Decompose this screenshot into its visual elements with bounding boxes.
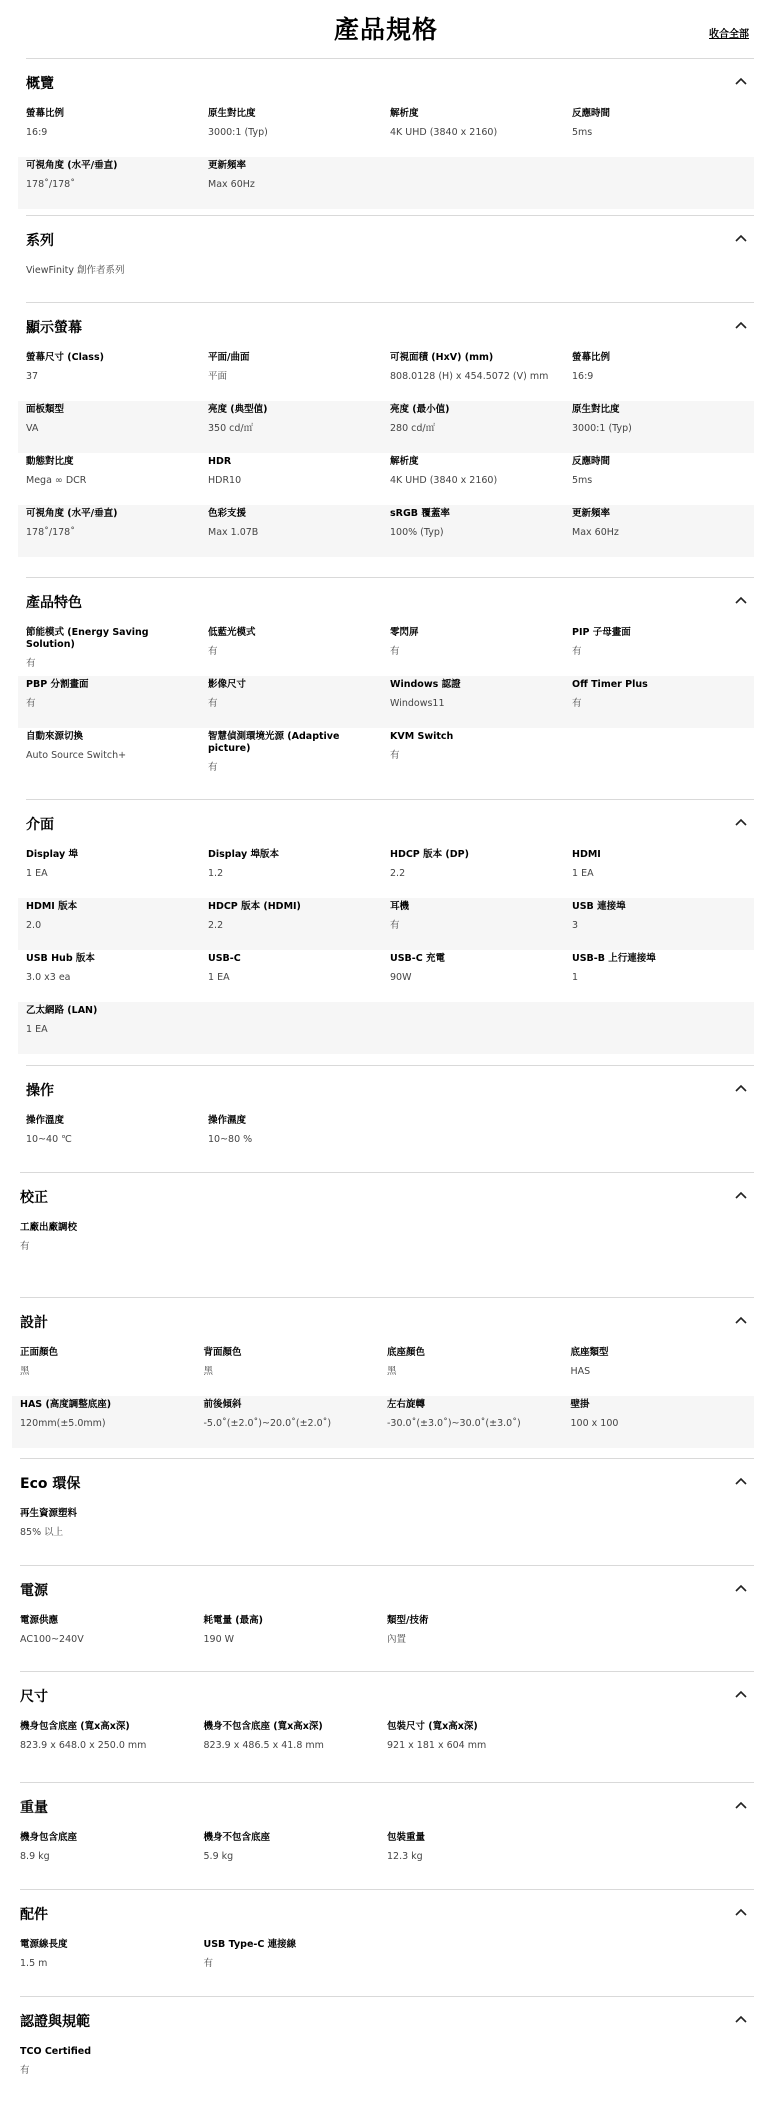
spec-row [12,2043,754,2095]
chevron-up-icon[interactable] [734,1907,748,1917]
spec-item [390,679,572,728]
spec-value: 10~40 ℃ [26,1134,72,1145]
spec-label: HDMI [572,849,601,860]
spec-label: Off Timer Plus [572,679,648,690]
spec-label: HDCP 版本 (DP) [390,849,469,860]
spec-label: 更新頻率 [572,508,611,519]
spec-row [12,1718,754,1770]
spec-value: 12.3 kg [387,1851,423,1862]
spec-row [18,676,754,728]
section-title: 配件 [20,1907,48,1923]
spec-item [208,404,390,453]
spec-label: 更新頻率 [208,160,247,171]
section-header[interactable] [20,1298,754,1344]
spec-row [18,105,754,157]
spec-label: 電源供應 [20,1615,59,1626]
spec-label: 螢幕比例 [26,108,65,119]
spec-row [18,453,754,505]
spec-label: 耗電量 (最高) [203,1615,263,1626]
spec-value: 100 x 100 [570,1418,619,1429]
section-header[interactable] [20,1890,754,1936]
spec-item [26,508,208,557]
spec-label: HAS (高度調整底座) [20,1399,112,1410]
spec-value: Mega ∞ DCR [26,475,87,486]
spec-value: 平面 [208,371,228,382]
section-overview [26,58,754,209]
section-header[interactable] [26,59,754,105]
section-header[interactable] [20,1566,754,1612]
section-title: 校正 [20,1190,48,1206]
section-header[interactable] [26,216,754,262]
spec-value: 280 cd/㎡ [390,423,436,434]
spec-value: 120mm(±5.0mm) [20,1418,106,1429]
spec-item [26,731,208,780]
spec-label: 低藍光模式 [208,627,256,638]
chevron-up-icon[interactable] [734,1315,748,1325]
spec-item [390,627,572,676]
spec-value: 5.9 kg [203,1851,234,1862]
spec-item [208,108,390,157]
spec-row [18,950,754,1002]
spec-label: 電源線長度 [20,1939,68,1950]
spec-value: 1 EA [572,868,594,879]
section-title: 產品特色 [26,595,82,611]
spec-item [204,1721,388,1770]
spec-value: 37 [26,371,39,382]
spec-label: 原生對比度 [208,108,256,119]
spec-value: 4K UHD (3840 x 2160) [390,475,498,486]
section-title: 操作 [26,1083,54,1099]
spec-row [18,349,754,401]
spec-value: ViewFinity 創作者系列 [26,265,125,276]
spec-item [20,2046,204,2095]
section-title: 顯示螢幕 [26,320,82,336]
section-features [26,577,754,780]
spec-item [387,1347,571,1396]
spec-value: 有 [20,1241,30,1252]
section-title: 尺寸 [20,1689,48,1705]
spec-value: 16:9 [26,127,48,138]
spec-label: 工廠出廠調校 [20,1222,78,1233]
spec-label: 可視角度 (水平/垂直) [26,508,118,519]
spec-item [390,352,572,401]
spec-label: KVM Switch [390,731,454,742]
section-header[interactable] [20,1459,754,1505]
spec-item [387,1615,571,1664]
spec-value: HAS [570,1366,591,1377]
spec-value: 3000:1 (Typ) [572,423,632,434]
section-header[interactable] [20,1997,754,2043]
spec-row [18,401,754,453]
spec-label: 動態對比度 [26,456,74,467]
spec-label: 操作濕度 [208,1115,247,1126]
spec-label: 反應時間 [572,456,611,467]
spec-label: 機身包含底座 (寬x高x深) [20,1721,130,1732]
spec-item [204,1939,388,1988]
spec-label: 乙太網路 (LAN) [26,1005,98,1016]
spec-row [18,846,754,898]
spec-value: Max 1.07B [208,527,259,538]
spec-label: USB-B 上行連接埠 [572,953,656,964]
section-interface [26,799,754,1054]
spec-label: TCO Certified [20,2046,92,2057]
spec-value: 85% 以上 [20,1527,64,1538]
spec-value: 3000:1 (Typ) [208,127,268,138]
spec-label: 螢幕比例 [572,352,611,363]
spec-value: 有 [208,646,218,657]
section-power [20,1565,754,1664]
section-series [26,215,754,314]
spec-item [20,1832,204,1881]
spec-item [208,901,390,950]
spec-value: -5.0˚(±2.0˚)~20.0˚(±2.0˚) [203,1418,332,1429]
spec-value: 8.9 kg [20,1851,50,1862]
spec-item [26,1115,208,1164]
spec-label: USB-C [208,953,241,964]
section-display [26,302,754,557]
spec-item [26,679,208,728]
section-eco [20,1458,754,1557]
spec-label: 可視面積 (HxV) (mm) [390,352,494,363]
spec-value: Max 60Hz [572,527,619,538]
spec-value: 1 EA [208,972,230,983]
spec-label: 耳機 [390,901,410,912]
spec-label: 解析度 [390,456,419,467]
section-header[interactable] [26,800,754,846]
spec-item [26,1005,208,1054]
spec-value: 100% (Typ) [390,527,444,538]
spec-item [26,953,208,1002]
spec-label: 正面顏色 [20,1347,59,1358]
spec-row [18,505,754,557]
spec-label: 機身不包含底座 (寬x高x深) [203,1721,323,1732]
spec-item [208,1115,390,1164]
spec-value: HDR10 [208,475,242,486]
spec-item [20,1939,204,1988]
spec-item [208,160,390,209]
spec-item [572,108,754,157]
spec-value: 有 [26,658,36,669]
spec-label: sRGB 覆蓋率 [390,508,450,519]
spec-label: 平面/曲面 [208,352,250,363]
spec-value: -30.0˚(±3.0˚)~30.0˚(±3.0˚) [387,1418,521,1429]
spec-label: 零閃屏 [390,627,419,638]
spec-value: AC100~240V [20,1634,84,1645]
spec-value: 10~80 % [208,1134,253,1145]
spec-row [18,624,754,676]
spec-value: 2.2 [208,920,224,931]
spec-label: USB-C 充電 [390,953,446,964]
spec-item [572,352,754,401]
spec-label: 操作溫度 [26,1115,65,1126]
page-title: 產品規格 [333,15,438,44]
spec-item [387,1721,571,1770]
spec-value: 2.0 [26,920,42,931]
section-header[interactable] [20,1173,754,1219]
spec-value: 1.5 m [20,1958,48,1969]
spec-value: 921 x 181 x 604 mm [387,1740,487,1751]
chevron-up-icon[interactable] [734,233,748,243]
spec-item [572,508,754,557]
spec-label: 影像尺寸 [208,679,247,690]
spec-label: 面板類型 [26,404,65,415]
section-header[interactable] [26,578,754,624]
spec-label: 再生資源塑料 [20,1508,78,1519]
spec-label: 螢幕尺寸 (Class) [26,352,104,363]
spec-row [18,898,754,950]
spec-value: Auto Source Switch+ [26,750,127,761]
spec-value: 350 cd/㎡ [208,423,254,434]
section-weight [20,1782,754,1881]
chevron-up-icon[interactable] [734,2014,748,2024]
spec-item [572,849,754,898]
section-certification [20,1996,754,2095]
chevron-up-icon[interactable] [734,1583,748,1593]
spec-item [572,901,754,950]
chevron-up-icon[interactable] [734,1083,748,1093]
page-header [0,0,772,58]
spec-label: 背面顏色 [203,1347,242,1358]
spec-label: USB 連接埠 [572,901,626,912]
spec-row [12,1396,754,1448]
section-calibration [20,1172,754,1271]
chevron-up-icon[interactable] [734,76,748,86]
spec-value: 有 [203,1958,214,1969]
spec-item [208,953,390,1002]
spec-item [26,160,208,209]
spec-label: 可視角度 (水平/垂直) [26,160,118,171]
section-title: Eco 環保 [20,1476,81,1492]
spec-label: 反應時間 [572,108,611,119]
spec-item [208,456,390,505]
spec-label: PIP 子母畫面 [572,627,631,638]
spec-label: Display 埠 [26,849,78,860]
spec-row [12,1344,754,1396]
spec-value: 178˚/178˚ [26,179,75,190]
spec-label: 原生對比度 [572,404,620,415]
spec-item [20,1222,204,1271]
chevron-up-icon[interactable] [734,320,748,330]
spec-label: 機身包含底座 [20,1832,78,1843]
section-dimensions [20,1671,754,1770]
spec-item [20,1615,204,1664]
spec-label: 類型/技術 [387,1615,429,1626]
chevron-up-icon[interactable] [734,595,748,605]
section-header[interactable] [26,1066,754,1112]
spec-value: 3 [572,920,579,931]
spec-label: 前後傾斜 [203,1399,242,1410]
spec-item [208,679,390,728]
spec-label: HDMI 版本 [26,901,78,912]
spec-item [20,1721,204,1770]
spec-value: 823.9 x 486.5 x 41.8 mm [203,1740,324,1751]
spec-item [26,456,208,505]
spec-item [204,1615,388,1664]
spec-value: 黑 [20,1366,30,1377]
spec-item [204,1347,388,1396]
spec-label: HDR [208,456,232,467]
spec-value: 黑 [387,1366,397,1377]
spec-item [26,627,208,676]
spec-label: 底座顏色 [387,1347,426,1358]
spec-value: 有 [208,698,218,709]
spec-row [18,728,754,780]
spec-item [571,1399,755,1448]
spec-item [572,404,754,453]
spec-value: 1 EA [26,1024,48,1035]
spec-label: 色彩支援 [208,508,247,519]
spec-item [572,679,754,728]
chevron-up-icon[interactable] [734,1689,748,1699]
spec-value: 有 [390,750,400,761]
spec-value: 1 [572,972,579,983]
spec-item [572,953,754,1002]
spec-label: 節能模式 (Energy Saving Solution) [26,627,149,650]
spec-label: 左右旋轉 [387,1399,426,1410]
spec-value: 有 [390,920,400,931]
spec-label: PBP 分割畫面 [26,679,89,690]
section-accessories [20,1889,754,1988]
spec-value: 5ms [572,475,593,486]
spec-value: 90W [390,972,412,983]
spec-label: 機身不包含底座 [203,1832,271,1843]
spec-row [18,157,754,209]
spec-item [390,901,572,950]
spec-label: 亮度 (最小值) [390,404,450,415]
spec-label: USB Type-C 連接線 [203,1939,297,1950]
spec-value: 內置 [387,1634,407,1645]
spec-label: Display 埠版本 [208,849,279,860]
spec-item [26,108,208,157]
section-header[interactable] [20,1672,754,1718]
spec-item [390,108,572,157]
spec-item [26,849,208,898]
spec-row [18,1002,754,1054]
spec-item [387,1399,571,1448]
chevron-up-icon[interactable] [734,817,748,827]
spec-value: 5ms [572,127,593,138]
spec-value: 有 [572,646,582,657]
spec-item [390,953,572,1002]
spec-value: 有 [390,646,400,657]
chevron-up-icon[interactable] [734,1800,748,1810]
spec-item [26,901,208,950]
spec-value: Windows11 [390,698,445,709]
spec-label: 包裝重量 [387,1832,426,1843]
spec-value: 16:9 [572,371,594,382]
spec-item [387,1832,571,1881]
spec-item [572,627,754,676]
spec-label: Windows 認證 [390,679,461,690]
spec-item [20,1399,204,1448]
spec-row [12,1612,754,1664]
spec-value: 2.2 [390,868,406,879]
spec-item [572,456,754,505]
spec-label: 底座類型 [570,1347,609,1358]
section-title: 概覽 [26,76,54,92]
spec-item [204,1832,388,1881]
spec-value: 有 [572,698,582,709]
spec-value: 1 EA [26,868,48,879]
spec-row [12,1829,754,1881]
spec-value: 3.0 x3 ea [26,972,71,983]
spec-item [20,1508,204,1557]
section-header[interactable] [26,303,754,349]
spec-row [18,1112,754,1164]
spec-value: 4K UHD (3840 x 2160) [390,127,498,138]
section-title: 電源 [20,1583,48,1599]
spec-item [390,508,572,557]
spec-item [208,849,390,898]
chevron-up-icon[interactable] [734,1476,748,1486]
section-operation [26,1065,754,1164]
spec-item [208,508,390,557]
spec-label: 解析度 [390,108,419,119]
section-header[interactable] [20,1783,754,1829]
section-design [20,1297,754,1448]
spec-label: USB Hub 版本 [26,953,95,964]
spec-label: 亮度 (典型值) [208,404,268,415]
spec-value: 178˚/178˚ [26,527,75,538]
spec-label: 智慧偵測環境光源 (Adaptive picture) [208,731,340,754]
spec-value: 黑 [203,1366,214,1377]
spec-item [571,1347,755,1396]
spec-label: 包裝尺寸 (寬x高x深) [387,1721,478,1732]
spec-item [390,456,572,505]
spec-value: 808.0128 (H) x 454.5072 (V) mm [390,371,549,382]
spec-item [26,352,208,401]
section-title: 重量 [20,1800,48,1816]
spec-item [20,1347,204,1396]
spec-label: HDCP 版本 (HDMI) [208,901,301,912]
spec-label: 壁掛 [570,1399,590,1410]
section-title: 設計 [20,1315,48,1331]
spec-label: 自動來源切換 [26,731,84,742]
spec-item [208,352,390,401]
spec-value: 有 [26,698,36,709]
collapse-all-link[interactable]: 收合全部 [709,29,749,40]
chevron-up-icon[interactable] [734,1190,748,1200]
spec-value: 190 W [203,1634,235,1645]
spec-value: 有 [208,762,218,773]
spec-item [208,731,390,780]
spec-value: 有 [20,2065,30,2076]
spec-item [204,1399,388,1448]
spec-item [390,849,572,898]
spec-row [12,1219,754,1271]
spec-value: 1.2 [208,868,224,879]
spec-value: Max 60Hz [208,179,255,190]
section-title: 系列 [26,233,54,249]
spec-row [12,1505,754,1557]
spec-item [390,731,572,780]
section-title: 介面 [26,817,54,833]
spec-item [208,627,390,676]
section-title: 認證與規範 [20,2014,90,2030]
spec-item [26,404,208,453]
spec-row [12,1936,754,1988]
spec-value: VA [26,423,39,434]
spec-item [390,404,572,453]
spec-value: 823.9 x 648.0 x 250.0 mm [20,1740,147,1751]
